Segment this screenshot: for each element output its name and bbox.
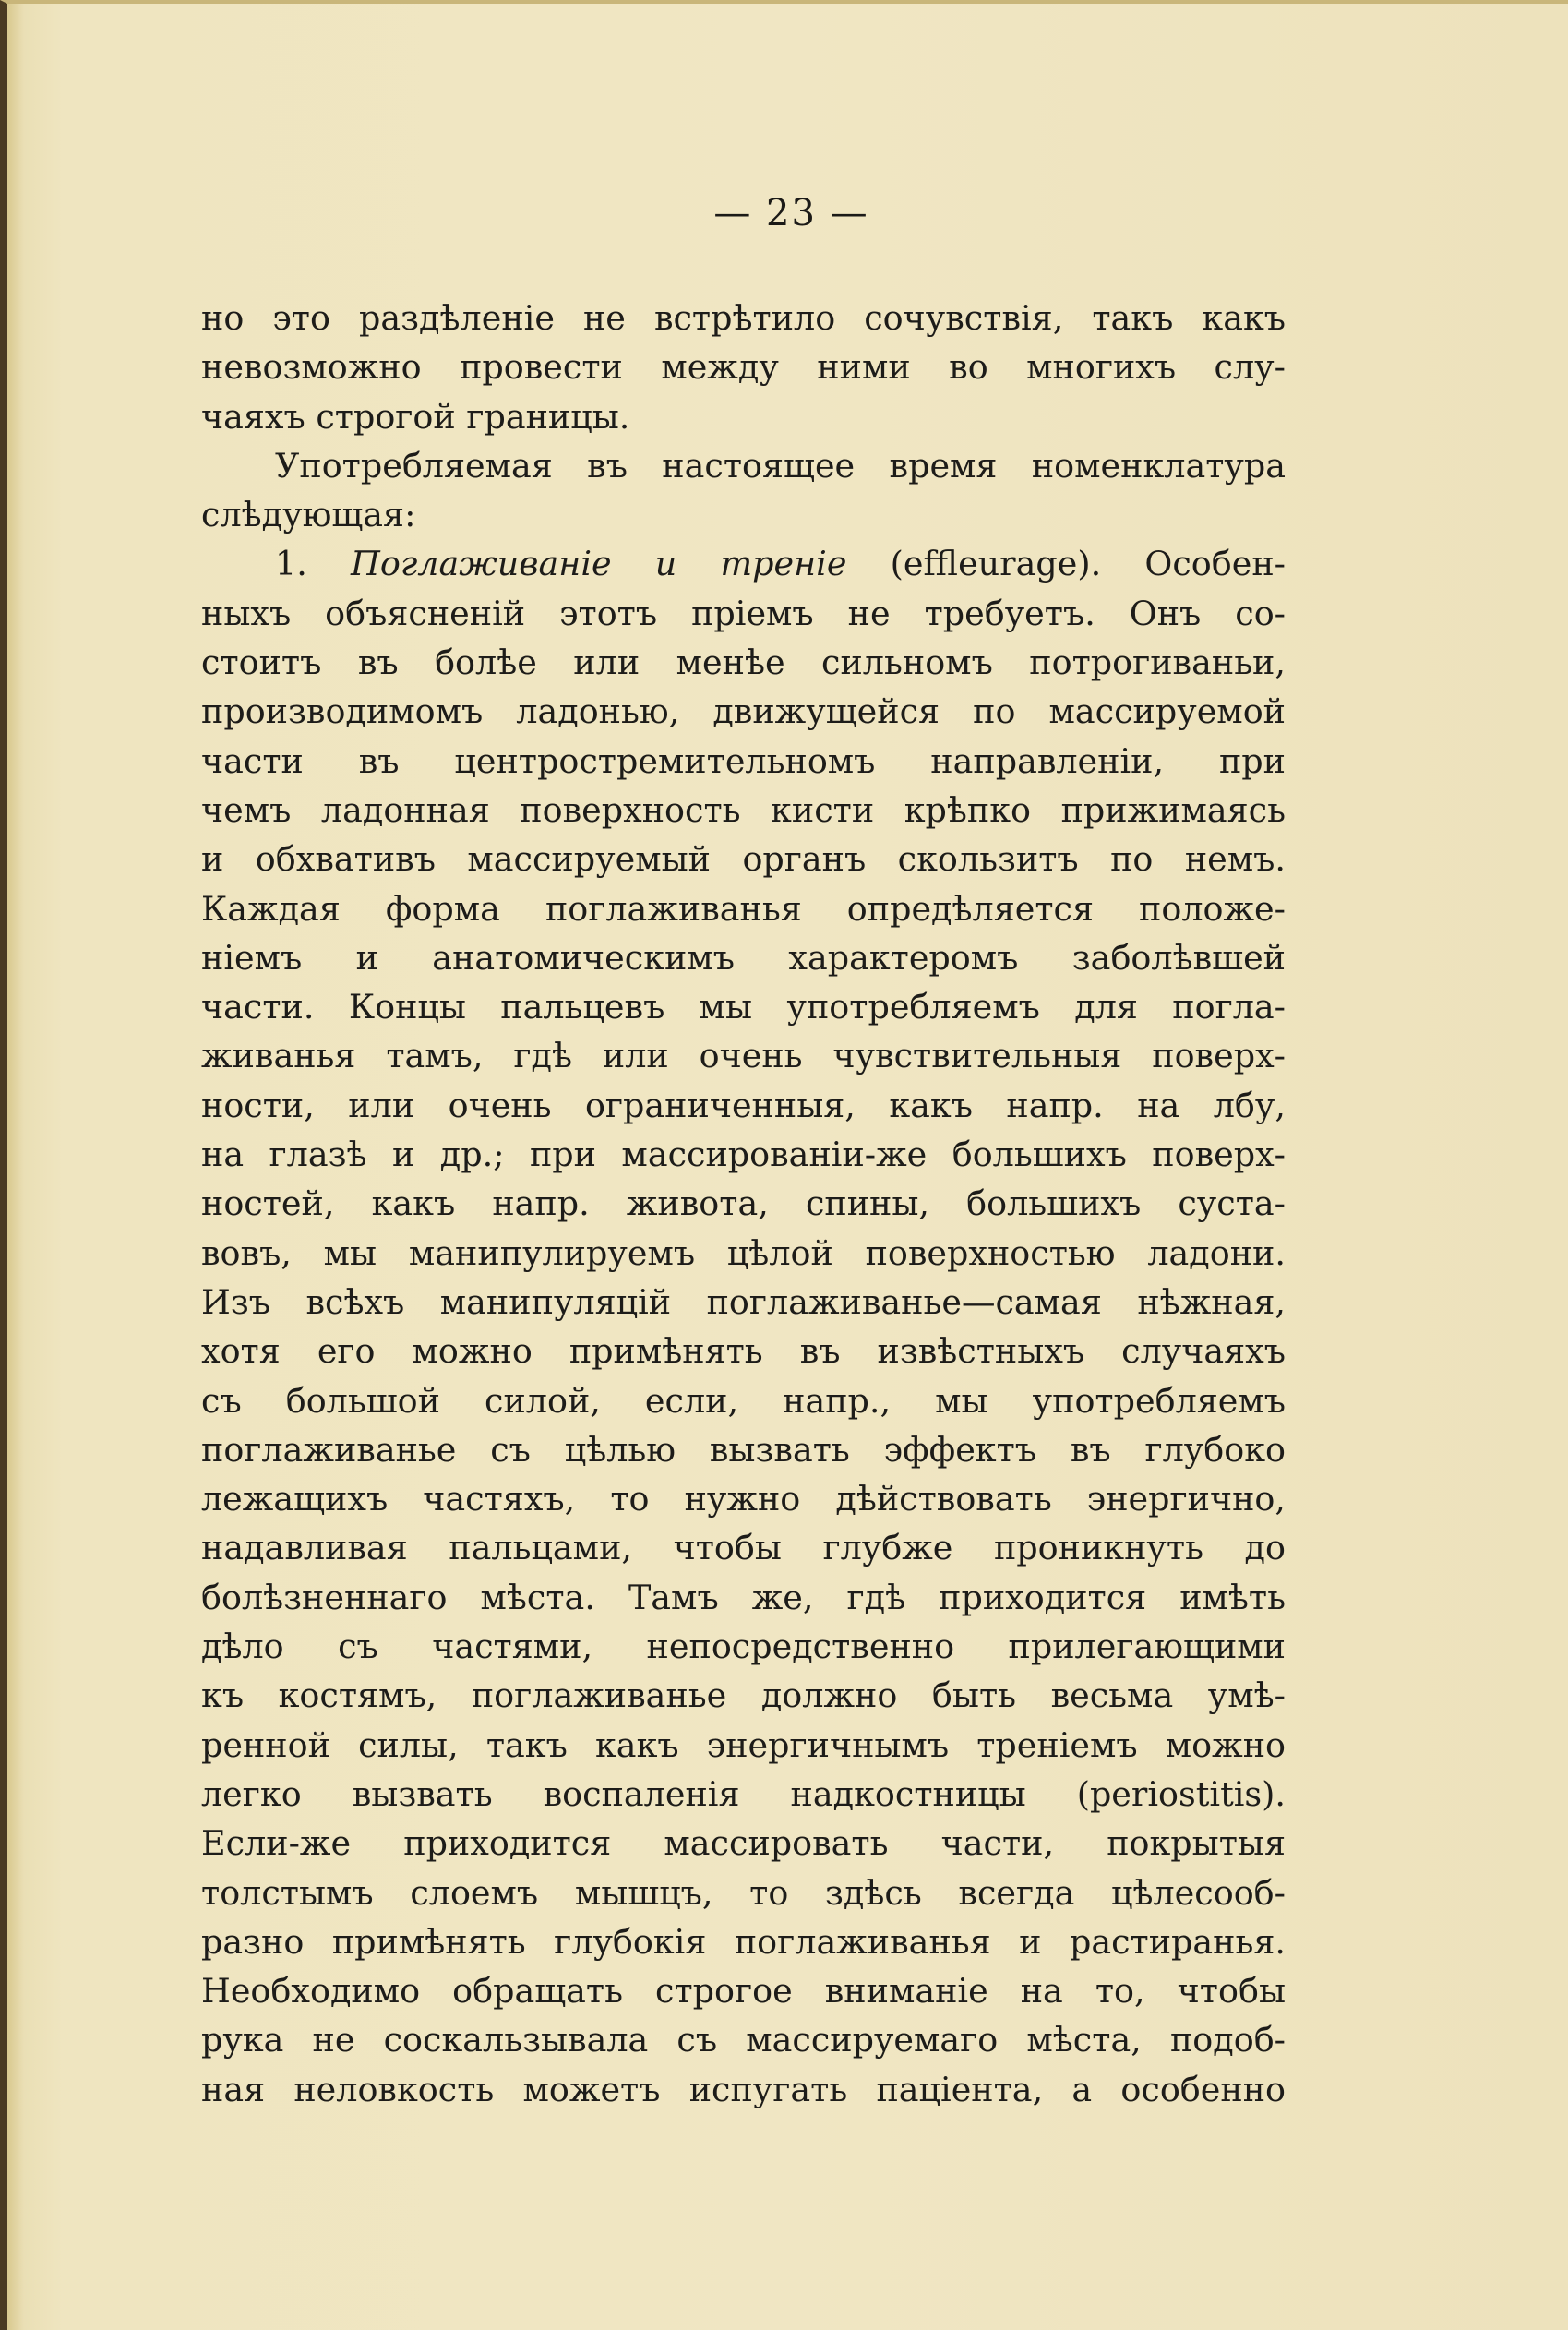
- text-line: Если-же приходится массировать части, покрытыя: [201, 1823, 1286, 1864]
- text-line: на глазѣ и др.; при массированіи-же большихъ поверх-: [201, 1135, 1286, 1175]
- text-line: съ большой силой, если, напр., мы употребляемъ: [201, 1380, 1286, 1421]
- list-item-number: 1.: [275, 544, 352, 584]
- body-text: [201, 294, 1286, 2114]
- list-item-1-line: [201, 539, 1286, 588]
- text-line: части. Концы пальцевъ мы употребляемъ для погла-: [201, 987, 1286, 1027]
- text-line: невозможно провести между ними во многихъ слу-: [201, 347, 1286, 388]
- text-line: толстымъ слоемъ мышцъ, то здѣсь всегда цѣлесооб-: [201, 1872, 1286, 1913]
- text-line: Изъ всѣхъ манипуляцій поглаживанье—самая нѣжная,: [201, 1281, 1286, 1322]
- page-number: — 23 —: [713, 192, 869, 234]
- text-line: Необходимо обращать строгое вниманіе на то, чтобы: [201, 1971, 1286, 2012]
- list-item-rest: (effleurage). Особен-: [846, 544, 1286, 584]
- text-line: слѣдующая:: [201, 495, 416, 535]
- text-line: чаяхъ строгой границы.: [201, 396, 630, 437]
- text-line: къ костямъ, поглаживанье должно быть весьма умѣ-: [201, 1675, 1286, 1716]
- text-line: Каждая форма поглаживанья опредѣляется положе-: [201, 888, 1286, 929]
- text-line: надавливая пальцами, чтобы глубже проникнуть до: [201, 1528, 1286, 1568]
- text-line: но это раздѣленіе не встрѣтило сочувствія, такъ какъ: [201, 298, 1286, 338]
- text-line: живанья тамъ, гдѣ или очень чувствительныя поверх-: [201, 1036, 1286, 1076]
- text-line: ныхъ объясненій этотъ пріемъ не требуетъ. Онъ со-: [201, 593, 1286, 633]
- text-line: стоитъ въ болѣе или менѣе сильномъ потрогиваньи,: [201, 643, 1286, 683]
- text-line: ренной силы, такъ какъ энергичнымъ треніемъ можно: [201, 1724, 1286, 1765]
- text-line: Употребляемая въ настоящее время номенклатура: [275, 445, 1286, 486]
- text-line: части въ центростремительномъ направленіи, при: [201, 740, 1286, 781]
- text-line: ная неловкость можетъ испугать паціента, а особенно: [201, 2069, 1286, 2109]
- text-line: разно примѣнять глубокія поглаживанья и растиранья.: [201, 1921, 1286, 1962]
- text-line: ностей, какъ напр. живота, спины, большихъ суста-: [201, 1183, 1286, 1224]
- text-line: и обхвативъ массируемый органъ скользитъ по немъ.: [201, 839, 1286, 880]
- text-line: легко вызвать воспаленія надкостницы (periostitis).: [201, 1773, 1286, 1814]
- text-line: рука не соскальзывала съ массируемаго мѣста, подоб-: [201, 2020, 1286, 2060]
- text-line: ніемъ и анатомическимъ характеромъ заболѣвшей: [201, 937, 1286, 978]
- text-line: ности, или очень ограниченныя, какъ напр. на лбу,: [201, 1085, 1286, 1125]
- text-line: лежащихъ частяхъ, то нужно дѣйствовать энергично,: [201, 1479, 1286, 1519]
- text-line: чемъ ладонная поверхность кисти крѣпко прижимаясь: [201, 789, 1286, 830]
- list-item-term: Поглаживаніе и треніе: [351, 544, 847, 584]
- text-line: болѣзненнаго мѣста. Тамъ же, гдѣ приходится имѣть: [201, 1577, 1286, 1617]
- text-line: производимомъ ладонью, движущейся по массируемой: [201, 691, 1286, 732]
- text-line: хотя его можно примѣнять въ извѣстныхъ случаяхъ: [201, 1331, 1286, 1372]
- text-line: дѣло съ частями, непосредственно прилегающими: [201, 1627, 1286, 1667]
- text-line: вовъ, мы манипулируемъ цѣлой поверхностью ладони.: [201, 1232, 1286, 1273]
- text-line: поглаживанье съ цѣлью вызвать эффектъ въ глубоко: [201, 1429, 1286, 1470]
